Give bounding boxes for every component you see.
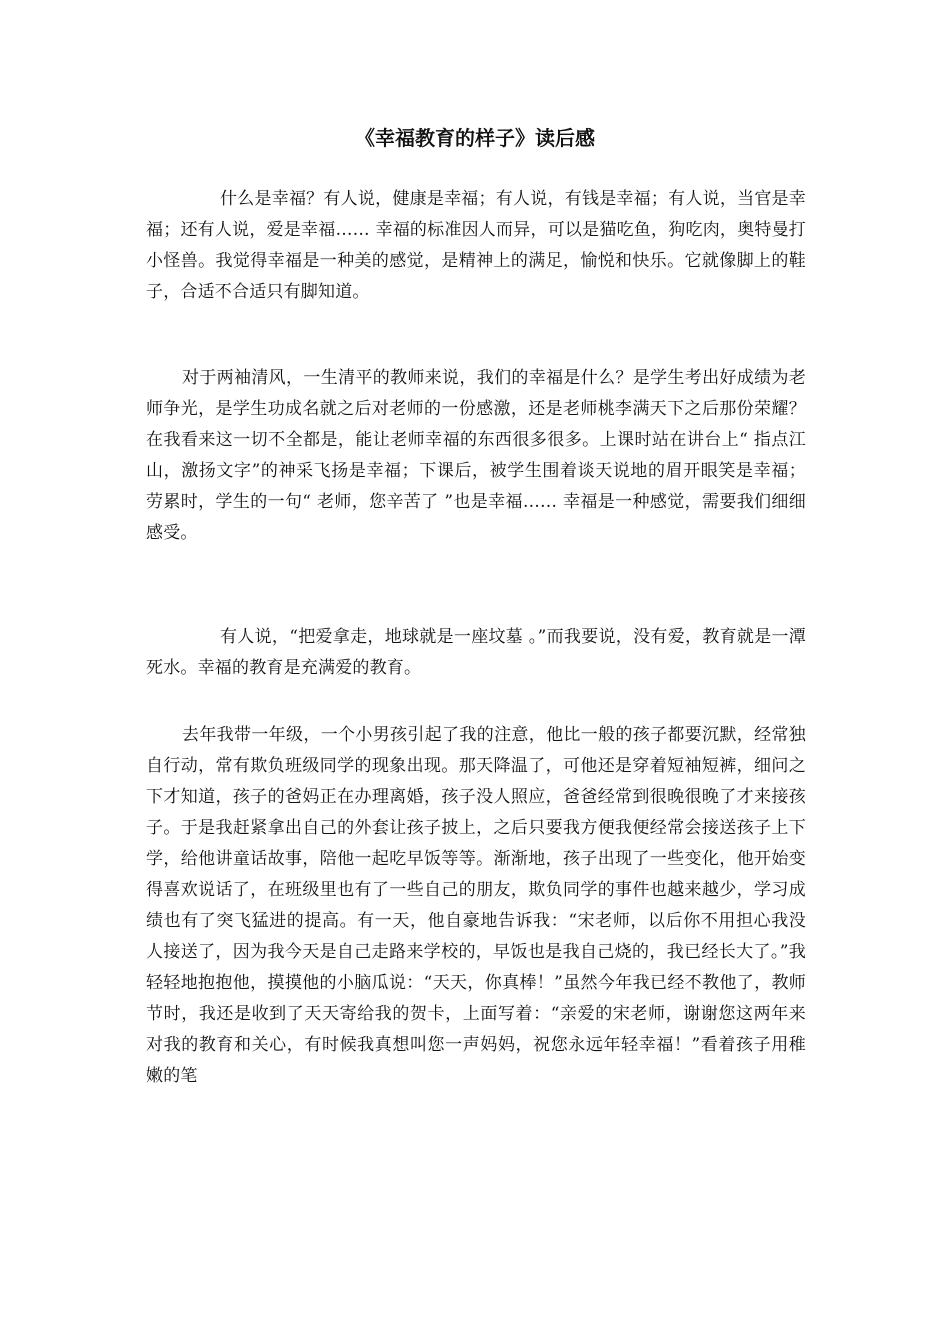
paragraph-1: 什么是幸福？有人说，健康是幸福；有人说，有钱是幸福；有人说，当官是幸福；还有人说，爱是幸福…… 幸福的标准因人而异，可以是猫吃鱼，狗吃肉，奥特曼打小怪兽。我觉得幸福是一种美的感觉，是精神上的满足，愉悦和快乐。它就像脚上的鞋子，合适不合适只有脚知道。 <box>146 189 806 302</box>
paragraph-3: 有人说，“把爱拿走，地球就是一座坟墓 。”而我要说，没有爱，教育就是一潭死水。幸福的教育是充满爱的教育。 <box>146 627 806 678</box>
paragraph-2: 对于两袖清风，一生清平的教师来说，我们的幸福是什么？是学生考出好成绩为老师争光，是学生功成名就之后对老师的一份感激，还是老师桃李满天下之后那份荣耀？在我看来这一切不全都是，能让老师幸福的东西很多很多。上课时站在讲台上“ 指点江山，激扬文字”的神采飞扬是幸福；下课后，被学生围着谈天说地的眉开眼笑是幸福；劳累时，学生的一句“ 老师，您辛苦了 ”也是幸福…… 幸福是一种感觉，需要我们细细感受。 <box>146 368 806 543</box>
document-title: 《幸福教育的样子》读后感 <box>355 126 595 150</box>
paragraph-4: 去年我带一年级，一个小男孩引起了我的注意，他比一般的孩子都要沉默，经常独自行动，常有欺负班级同学的现象出现。那天降温了，可他还是穿着短袖短裤，细问之下才知道，孩子的爸妈正在办理离婚，孩子没人照应，爸爸经常到很晚很晚了才来接孩子。于是我赶紧拿出自己的外套让孩子披上，之后只要我方便我便经常会接送孩子上下学，给他讲童话故事，陪他一起吃早饭等等。渐渐地，孩子出现了一些变化，他开始变得喜欢说话了，在班级里也有了一些自己的朋友，欺负同学的事件也越来越少，学习成绩也有了突飞猛进的提高。有一天，他自豪地告诉我：“宋老师，以后你不用担心我没人接送了，因为我今天是自己走路来学校的，早饭也是我自己烧的，我已经长大了。”我轻轻地抱抱他，摸摸他的小脑瓜说：“天天，你真棒！”虽然今年我已经不教他了，教师节时，我还是收到了天天寄给我的贺卡，上面写着：“亲爱的宋老师，谢谢您这两年来对我的教育和关心，有时候我真想叫您一声妈妈，祝您永远年轻幸福！”看着孩子用稚嫩的笔 <box>146 725 806 1086</box>
